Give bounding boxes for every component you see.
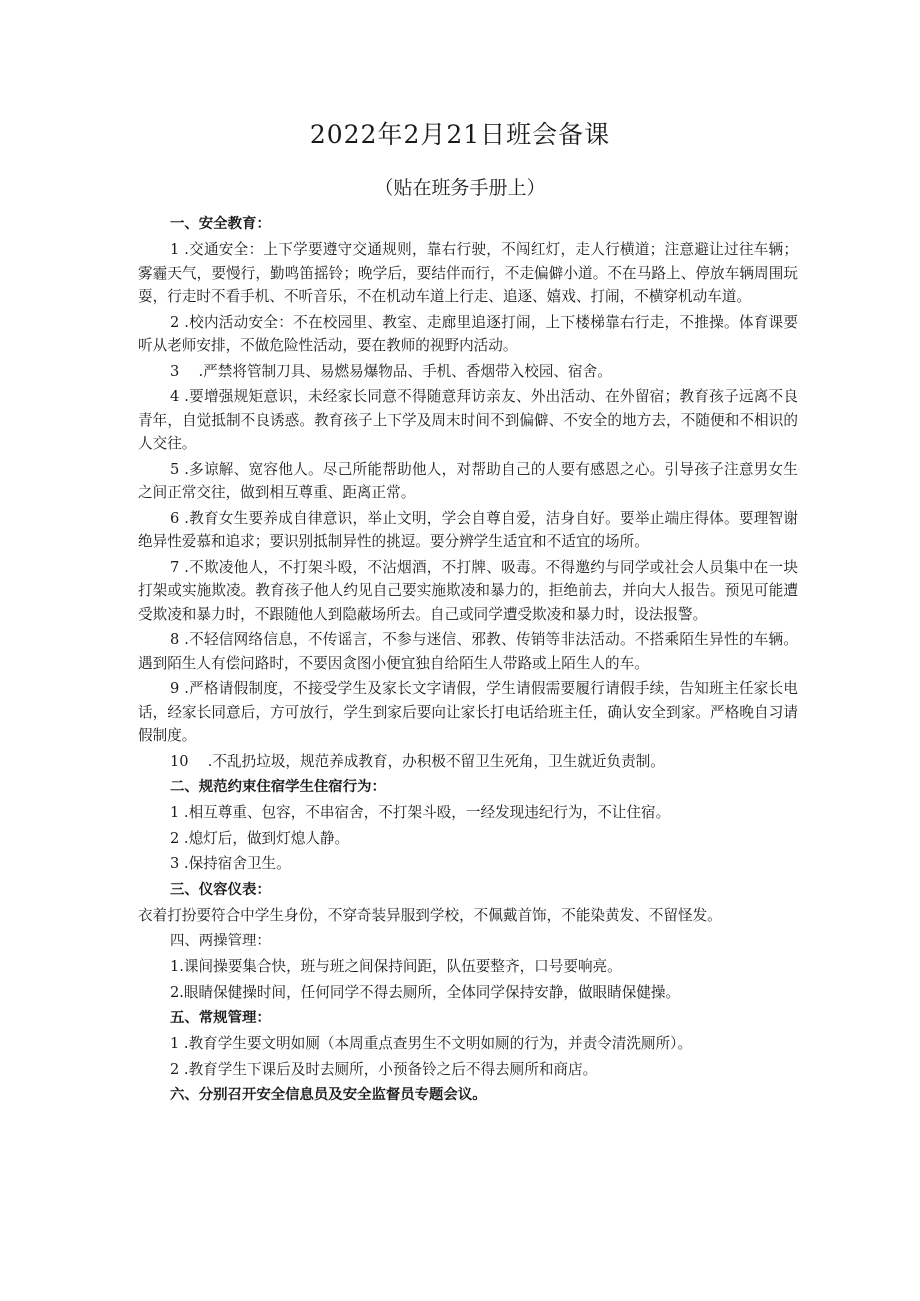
section-heading-meetings: 六、分别召开安全信息员及安全监督员专题会议。 — [170, 1087, 487, 1103]
page-title: 2022年2月21日班会备课 — [309, 120, 611, 149]
paragraph-item: 6 .教育女生要养成自律意识，举止文明，学会自尊自爱，洁身自好。要举止端庄得体。要理智谢绝异性爱慕和追求；要识别抵制异性的挑逗。要分辨学生适宜和不适宜的场所。 — [138, 509, 798, 550]
paragraph-item: 1 .交通安全：上下学要遵守交通规则，靠右行驶，不闯红灯，走人行横道；注意避让过往车辆；雾霾天气，要慢行，勤鸣笛摇铃；晚学后，要结伴而行，不走偏僻小道。不在马路上、停放车辆周围玩耍，行走时不看手机、不听音乐，不在机动车道上行走、追逐、嬉戏、打闹，不横穿机动车道。 — [138, 241, 798, 305]
paragraph-item: 1.课间操要集合快，班与班之间保持间距，队伍要整齐，口号要响亮。 — [170, 958, 622, 975]
paragraph-item: 2 .熄灯后，做到灯熄人静。 — [170, 829, 350, 847]
page-subtitle: （贴在班务手册上） — [374, 177, 546, 199]
section-heading-routine: 五、常规管理： — [170, 1010, 271, 1026]
paragraph-item: 3 .保持宿舍卫生。 — [170, 855, 291, 872]
paragraph-item: 9 .严格请假制度，不接受学生及家长文字请假，学生请假需要履行请假手续，告知班主任家长电话，经家长同意后，方可放行，学生到家后要向让家长打电话给班主任，确认安全到家。严格晚自习请假制度。 — [138, 680, 798, 744]
paragraph-item: 4 .要增强规矩意识，未经家长同意不得随意拜访亲友、外出活动、在外留宿；教育孩子远离不良青年，自觉抵制不良诱惑。教育孩子上下学及周末时间不到偏僻、不安全的地方去，不随便和不相识的人交往。 — [138, 388, 798, 452]
paragraph-item: 1 .教育学生要文明如厕（本周重点查男生不文明如厕的行为，并责令清洗厕所）。 — [170, 1035, 693, 1052]
paragraph-item: 7 .不欺凌他人，不打架斗殴，不沾烟酒，不打牌、吸毒。不得邀约与同学或社会人员集中在一块打架或实施欺凌。教育孩子他人约见自己要实施欺凌和暴力的，拒绝前去，并向大人报告。预见可能遭受欺凌和暴力时，不跟随他人到隐蔽场所去。自己或同学遭受欺凌和暴力时，设法报警。 — [138, 558, 798, 623]
section-heading-safety: 一、安全教育： — [170, 216, 271, 232]
paragraph-item: 2.眼睛保健操时间，任何同学不得去厕所，全体同学保持安静，做眼睛保健操。 — [170, 983, 681, 1001]
paragraph-item: 3 .严禁将管制刀具、易燃易爆物品、手机、香烟带入校园、宿舍。 — [170, 362, 612, 380]
section-heading-dormitory: 二、规范约束住宿学生住宿行为： — [170, 779, 386, 795]
paragraph-item: 衣着打扮要符合中学生身份，不穿奇装异服到学校，不佩戴首饰，不能染黄发、不留怪发。 — [138, 906, 722, 924]
section-heading-appearance: 三、仪容仪表： — [170, 881, 271, 898]
paragraph-item: 5 .多谅解、宽容他人。尽己所能帮助他人，对帮助自己的人要有感恩之心。引导孩子注意男女生之间正常交往，做到相互尊重、距离正常。 — [138, 460, 798, 501]
paragraph-item: 2 .教育学生下课后及时去厕所，小预备铃之后不得去厕所和商店。 — [170, 1060, 598, 1078]
paragraph-item: 1 .相互尊重、包容，不串宿舍，不打架斗殴，一经发现违纪行为，不让住宿。 — [170, 804, 671, 821]
paragraph-item: 8 .不轻信网络信息，不传谣言，不参与迷信、邪教、传销等非法活动。不搭乘陌生异性的车辆。遇到陌生人有偿问路时，不要因贪图小便宜独自给陌生人带路或上陌生人的车。 — [138, 631, 798, 672]
paragraph-item: 2 .校内活动安全：不在校园里、教室、走廊里追逐打闹，上下楼梯靠右行走，不推操。体育课要听从老师安排，不做危险性活动，要在教师的视野内活动。 — [138, 313, 798, 354]
document-body — [138, 212, 798, 1109]
section-heading-exercises: 四、两操管理： — [170, 933, 271, 949]
paragraph-item: 10 .不乱扔垃圾，规范养成教育，办积极不留卫生死角，卫生就近负责制。 — [170, 752, 665, 770]
